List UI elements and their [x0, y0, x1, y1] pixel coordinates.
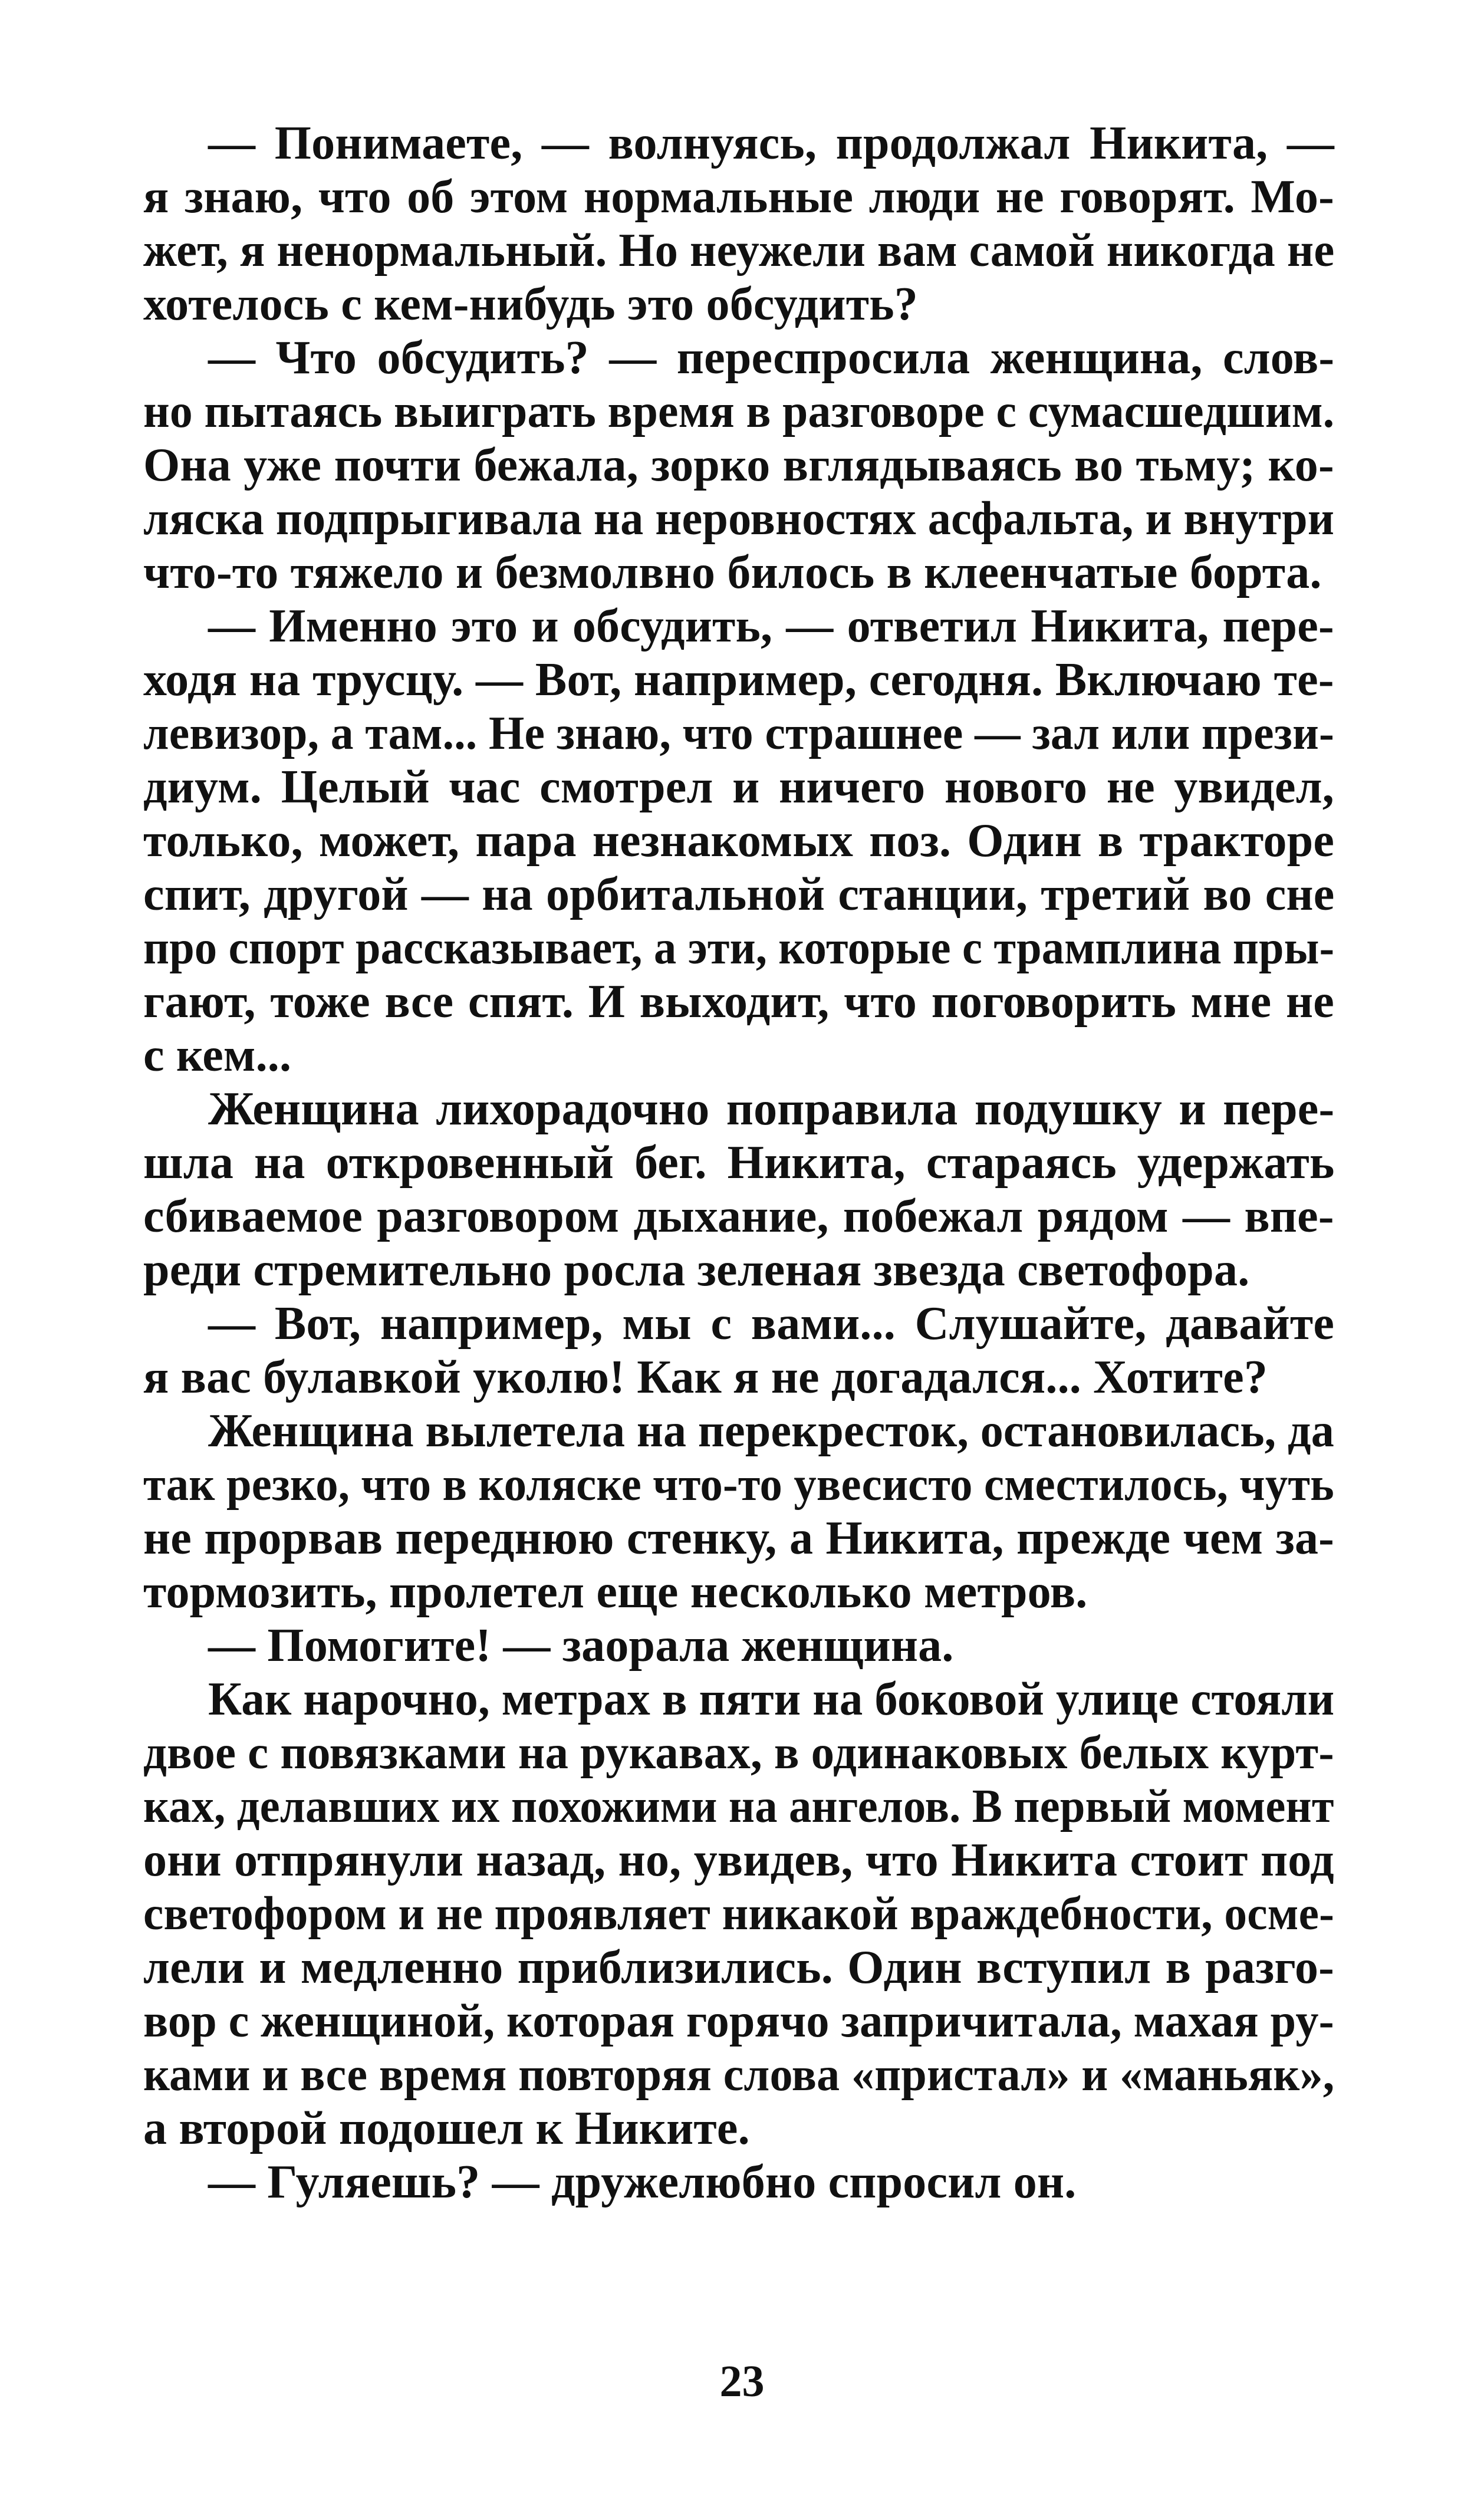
- text-line: но пытаясь выиграть время в разговоре с сумасшедшим.: [143, 386, 1335, 437]
- text-line: только, может, пара незнакомых поз. Один в тракторе: [143, 815, 1335, 867]
- text-line: шла на откровенный бег. Никита, стараясь удержать: [143, 1137, 1335, 1189]
- text-line: я знаю, что об этом нормальные люди не говорят. Мо-: [143, 171, 1335, 223]
- text-line: Как нарочно, метрах в пяти на боковой улице стояли: [208, 1673, 1335, 1725]
- text-line: Она уже почти бежала, зорко вглядываясь во тьму; ко-: [143, 439, 1334, 491]
- text-line: ках, делавших их похожими на ангелов. В первый момент: [143, 1781, 1334, 1832]
- text-line: а второй подошел к Никите.: [143, 2103, 750, 2154]
- text-line: Женщина вылетела на перекресток, остановилась, да: [208, 1405, 1334, 1457]
- text-line: ками и все время повторяя слова «пристал» и «маньяк»,: [143, 2049, 1335, 2101]
- text-line: гают, тоже все спят. И выходит, что поговорить мне не: [143, 976, 1335, 1028]
- text-line: спит, другой — на орбитальной станции, третий во сне: [143, 868, 1335, 920]
- text-line: лели и медленно приблизились. Один вступил в разго-: [143, 1942, 1334, 1993]
- text-line: левизор, а там... Не знаю, что страшнее — зал или прези-: [143, 708, 1335, 759]
- text-line: тормозить, пролетел еще несколько метров.: [143, 1566, 1088, 1618]
- text-line: жет, я ненормальный. Но неужели вам самой никогда не: [143, 225, 1335, 277]
- text-line: так резко, что в коляске что-то увесисто сместилось, чуть: [143, 1459, 1334, 1511]
- text-line: ляска подпрыгивала на неровностях асфальта, и внутри: [143, 493, 1335, 545]
- text-line: — Помогите! — заорала женщина.: [208, 1620, 954, 1672]
- text-line: — Гуляешь? — дружелюбно спросил он.: [208, 2156, 1077, 2208]
- text-line: Женщина лихорадочно поправила подушку и пере-: [208, 1083, 1335, 1135]
- text-line: они отпрянули назад, но, увидев, что Никита стоит под: [143, 1834, 1334, 1886]
- text-line: — Понимаете, — волнуясь, продолжал Никита, —: [208, 117, 1335, 169]
- text-line: ходя на трусцу. — Вот, например, сегодня. Включаю те-: [143, 654, 1334, 706]
- text-line: реди стремительно росла зеленая звезда светофора.: [143, 1244, 1250, 1296]
- page-number: 23: [719, 2357, 765, 2406]
- text-line: я вас булавкой уколю! Как я не догадался... Хотите?: [143, 1351, 1268, 1403]
- text-line: с кем...: [143, 1029, 292, 1081]
- text-line: не прорвав переднюю стенку, а Никита, прежде чем за-: [143, 1512, 1335, 1564]
- text-line: — Вот, например, мы с вами... Слушайте, давайте: [208, 1298, 1335, 1350]
- text-line: — Именно это и обсудить, — ответил Никита, пере-: [208, 600, 1334, 652]
- text-line: хотелось с кем-нибудь это обсудить?: [143, 278, 918, 330]
- text-line: — Что обсудить? — переспросила женщина, слов-: [208, 332, 1335, 384]
- text-line: про спорт рассказывает, а эти, которые с трамплина пры-: [143, 922, 1335, 974]
- text-line: диум. Целый час смотрел и ничего нового не увидел,: [143, 761, 1334, 813]
- text-line: что-то тяжело и безмолвно билось в клеенчатые борта.: [143, 547, 1322, 598]
- text-line: светофором и не проявляет никакой враждебности, осме-: [143, 1888, 1335, 1940]
- text-line: вор с женщиной, которая горячо запричитала, махая ру-: [143, 1995, 1334, 2047]
- text-line: двое с повязками на рукавах, в одинаковых белых курт-: [143, 1727, 1334, 1779]
- text-line: сбиваемое разговором дыхание, побежал рядом — впе-: [143, 1190, 1334, 1242]
